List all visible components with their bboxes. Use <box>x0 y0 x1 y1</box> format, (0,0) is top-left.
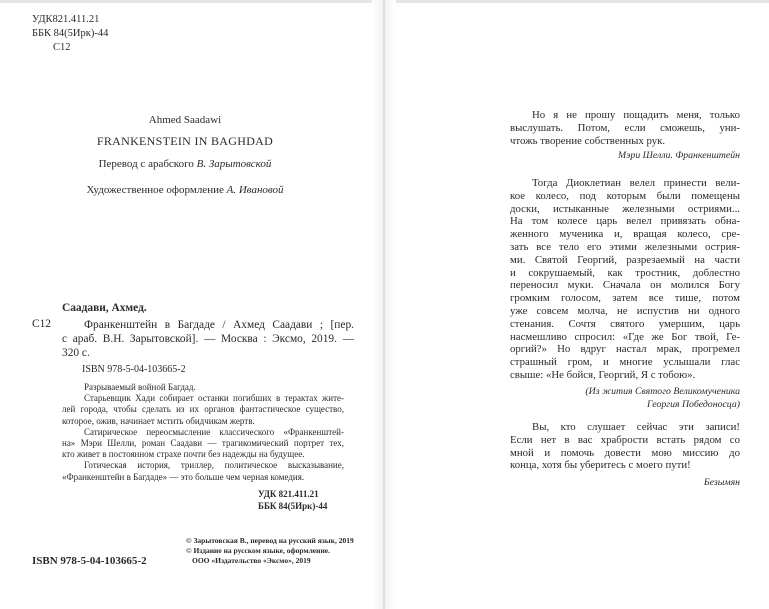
epigraph-line: кое колесо, под которым были помещены <box>510 189 740 202</box>
epigraph-line: На том колесе царь велел привязать обна- <box>510 215 740 228</box>
author-sign: С12 <box>53 42 71 53</box>
epigraph-line: свыше: «Не бойся, Георгий, Я с тобою». <box>510 368 696 381</box>
artist-name: А. Ивановой <box>226 184 284 196</box>
epigraph-line: уже совсем молча, не испустив ни одного <box>510 304 740 317</box>
epigraph-source: Безымян <box>703 477 740 489</box>
card-udk: УДК 821.411.21 <box>258 489 319 499</box>
card-line: Франкенштейн в Багдаде / Ахмед Саадави ; [пер. <box>84 319 354 331</box>
card-line: с араб. В.Н. Зарытовской]. — Москва : Эксмо, 2019. — <box>62 333 354 345</box>
epigraph-line: чтожь творение собственных рук. <box>510 134 666 147</box>
epigraph-line: стенания. Сочтя святого умершим, царь <box>510 317 740 330</box>
epigraph-line: Но я не прошу пощадить меня, только <box>532 109 740 121</box>
epigraph-line: ми. Святой Георгий, разрезаемый на части <box>510 253 740 266</box>
epigraph-line: оргий?» Но вдруг настал мрак, прогремел <box>510 343 740 356</box>
epigraph-line: зать все тело его этими железными острия- <box>510 240 740 253</box>
page-gutter <box>372 0 396 609</box>
card-bibliographic <box>62 318 354 360</box>
epigraph-source: Мэри Шелли. Франкенштейн <box>617 150 740 162</box>
epigraph-line: выслушать. Потом, если сможешь, уни- <box>510 121 740 134</box>
card-abstract <box>62 382 344 483</box>
copyright-line: © Издание на русском языке, оформление. <box>186 546 330 555</box>
copyright-line: ООО «Издательство «Эксмо», 2019 <box>192 556 311 565</box>
abstract-line: которое, ожив, начинает мстить обидчикам жертв. <box>62 415 255 426</box>
abstract-line: лей города, чтобы сделать из их органов фантастическое существо, <box>62 404 344 415</box>
epigraph-line: насмешливо спросил: «Где же Бог твой, Ге- <box>510 330 740 343</box>
card-heading: Саадави, Ахмед. <box>62 302 147 314</box>
epigraph-line: женного мученика и, вращая колесо, сре- <box>510 228 740 241</box>
epigraph-george <box>510 177 740 411</box>
translation-label: Перевод с арабского <box>98 158 194 170</box>
epigraph-source: (Из жития Святого Великомученика <box>585 385 740 397</box>
epigraph-shelley <box>510 109 740 162</box>
epigraph-nameless <box>510 421 740 489</box>
translator-name: В. Зарытовской <box>196 158 272 170</box>
udk-code: УДК821.411.21 <box>32 14 100 25</box>
epigraph-line: Тогда Диоклетиан велел принести вели- <box>532 177 740 189</box>
title-en: FRANKENSTEIN IN BAGHDAD <box>96 134 274 148</box>
epigraph-line: переносил муки. Сначала он молился Богу <box>510 279 740 292</box>
epigraph-line: конца, хотя бы уберитесь с моего пути! <box>510 459 691 472</box>
abstract-line: на» Мэри Шелли, роман Саадави — трагикомический портрет тех, <box>62 437 344 448</box>
art-label: Художественное оформление <box>86 184 224 196</box>
abstract-line: Старьевщик Хади собирает останки погибших в терактах жите- <box>84 393 344 404</box>
author-en: Ahmed Saadawi <box>148 114 222 126</box>
card-line: 320 с. <box>62 347 90 359</box>
card-code: С12 <box>32 318 51 330</box>
translation-credit <box>60 158 310 170</box>
epigraph-source: Георгия Победоносца) <box>646 398 740 410</box>
epigraph-line: Если нет в вас храбрости встать рядом со <box>510 433 740 446</box>
abstract-line: Готическая история, триллер, политическое высказывание, <box>84 460 344 471</box>
epigraph-line: страшный гром, и многие услышали глас <box>510 356 740 369</box>
card-bbk: ББК 84(5Ирк)-44 <box>258 501 328 511</box>
epigraph-line: мной и помочь довести мою миссию до <box>510 446 740 459</box>
art-credit <box>60 184 310 196</box>
bbk-code: ББК 84(5Ирк)-44 <box>32 28 109 39</box>
abstract-line: кто живет в постоянном страхе почти без надежды на будущее. <box>62 449 305 460</box>
copyright <box>186 536 354 566</box>
epigraph-line: Вы, кто слушает сейчас эти записи! <box>532 421 740 433</box>
isbn: ISBN 978-5-04-103665-2 <box>32 555 147 567</box>
epigraph-line: и сокрушаемый, как тростник, доблестно <box>510 266 740 279</box>
abstract-line: Разрываемый войной Багдад. <box>84 382 196 392</box>
card-isbn: ISBN 978-5-04-103665-2 <box>82 364 186 375</box>
copyright-line: © Зарытовская В., перевод на русский язык, 2019 <box>186 536 354 545</box>
abstract-line: Сатирическое переосмысление классического «Франкенштей- <box>84 426 344 437</box>
epigraph-line: доски, истыканные железными остриями... <box>510 202 740 215</box>
abstract-line: «Франкенштейн в Багдаде» — это больше чем черная комедия. <box>62 471 305 482</box>
epigraph-line: громким голосом, затем все тише, потом <box>510 292 740 305</box>
